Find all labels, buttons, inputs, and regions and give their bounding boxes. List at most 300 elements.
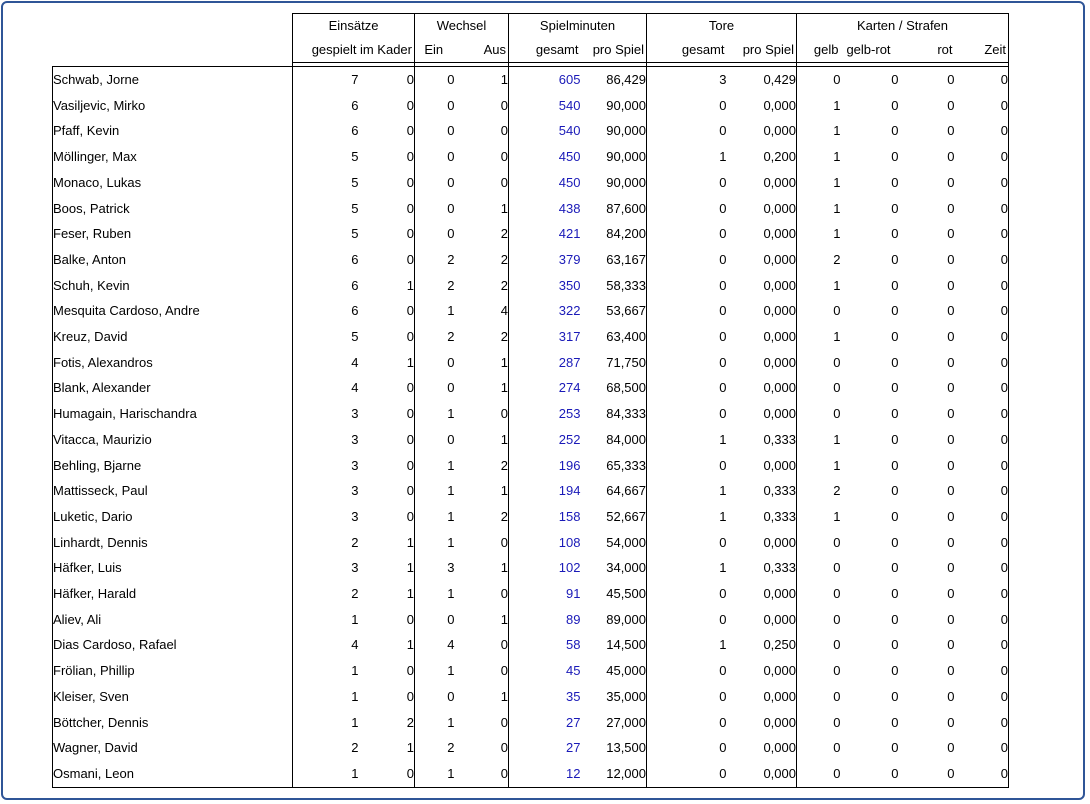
stat-cell: 0	[447, 149, 455, 165]
table-row	[53, 581, 1009, 607]
stat-cell: 0	[891, 354, 899, 370]
stat-cell: 0	[947, 303, 955, 319]
stat-cell: 0	[955, 530, 1009, 556]
stat-cell: 0	[447, 611, 455, 627]
stat-cell: 0,333	[727, 555, 797, 581]
stat-cell: 0	[891, 586, 899, 602]
stat-cell: 0	[359, 324, 415, 350]
stat-cell: 0	[833, 406, 841, 422]
stat-cell: 1	[833, 277, 841, 293]
stat-cell: 2	[359, 710, 415, 736]
stat-cell: 0	[719, 663, 727, 679]
stat-cell: 0	[891, 508, 899, 524]
stat-cell: 0	[447, 226, 455, 242]
stat-cell: 45	[566, 663, 581, 679]
stat-cell: 1	[833, 431, 841, 447]
stat-cell: 1	[833, 200, 841, 216]
table-row	[53, 401, 1009, 427]
stat-cell: 0	[359, 221, 415, 247]
stat-cell: 0	[891, 174, 899, 190]
stat-cell: 0,000	[727, 298, 797, 324]
stat-cell: 3	[351, 560, 359, 576]
stat-cell: 1	[719, 560, 727, 576]
stat-cell: 274	[558, 380, 581, 396]
stat-cell: 1	[833, 97, 841, 113]
stat-cell: 1	[351, 611, 359, 627]
player-name: Luketic, Dario	[53, 504, 293, 530]
stat-cell: 2	[351, 534, 359, 550]
stat-cell: 450	[558, 174, 581, 190]
stat-cell: 0	[891, 303, 899, 319]
stat-cell: 5	[351, 329, 359, 345]
stat-cell: 0	[447, 354, 455, 370]
stat-cell: 1	[447, 303, 455, 319]
stat-cell: 91	[566, 586, 581, 602]
stat-cell: 1	[415, 761, 455, 787]
stat-cell: 0	[947, 354, 955, 370]
stat-cell: 0	[947, 483, 955, 499]
stat-cell: 27	[566, 740, 581, 756]
player-name: Dias Cardoso, Rafael	[53, 632, 293, 658]
player-name: Balke, Anton	[53, 247, 293, 273]
stat-cell: 0	[719, 586, 727, 602]
stat-cell: 0	[359, 761, 415, 787]
stat-cell: 0	[891, 406, 899, 422]
column-header: Zeit	[955, 38, 1009, 63]
stat-cell: 2	[833, 483, 841, 499]
stat-cell: 6	[351, 251, 359, 267]
stat-cell: 0	[955, 504, 1009, 530]
stat-cell: 6	[351, 303, 359, 319]
stat-cell: 0	[719, 714, 727, 730]
stat-cell: 0	[955, 247, 1009, 273]
stat-cell: 1	[833, 508, 841, 524]
stat-cell: 89	[566, 611, 581, 627]
stat-cell: 0	[955, 350, 1009, 376]
player-name: Schwab, Jorne	[53, 67, 293, 93]
stat-cell: 0	[719, 688, 727, 704]
stat-cell: 0	[455, 632, 509, 658]
stat-cell: 0	[447, 431, 455, 447]
stat-cell: 52,667	[581, 504, 647, 530]
stat-cell: 0	[841, 761, 899, 787]
stat-cell: 1	[455, 67, 509, 93]
column-header: pro Spiel	[581, 38, 647, 63]
stat-cell: 1	[833, 226, 841, 242]
stat-cell: 1	[455, 607, 509, 633]
stat-cell: 0	[455, 658, 509, 684]
player-name: Humagain, Harischandra	[53, 401, 293, 427]
stat-cell: 0	[833, 380, 841, 396]
group-header-karten: Karten / Strafen	[797, 14, 1009, 39]
stat-cell: 1	[719, 637, 727, 653]
stat-cell: 0,000	[727, 221, 797, 247]
stat-cell: 1	[833, 123, 841, 139]
table-row	[53, 453, 1009, 479]
stat-cell: 2	[455, 273, 509, 299]
group-header-spielminuten: Spielminuten	[509, 14, 647, 39]
stat-cell: 0	[947, 663, 955, 679]
stat-cell: 1	[351, 714, 359, 730]
stat-cell: 0	[455, 93, 509, 119]
stat-cell: 0	[955, 170, 1009, 196]
stat-cell: 0	[947, 380, 955, 396]
stat-cell: 0	[841, 67, 899, 93]
stat-cell: 194	[558, 483, 581, 499]
stat-cell: 0	[833, 354, 841, 370]
stat-cell: 1	[447, 586, 455, 602]
stat-cell: 0,000	[727, 324, 797, 350]
stat-cell: 0	[947, 200, 955, 216]
stat-cell: 0	[359, 118, 415, 144]
player-name: Osmani, Leon	[53, 761, 293, 787]
stat-cell: 0	[947, 406, 955, 422]
stat-cell: 5	[351, 226, 359, 242]
table-row	[53, 221, 1009, 247]
stat-cell: 0	[947, 508, 955, 524]
stat-cell: 0	[955, 632, 1009, 658]
stat-cell: 0	[947, 226, 955, 242]
table-row	[53, 144, 1009, 170]
stat-cell: 0	[719, 354, 727, 370]
stat-cell: 0	[833, 740, 841, 756]
stat-cell: 0	[359, 298, 415, 324]
table-row	[53, 684, 1009, 710]
player-name: Häfker, Luis	[53, 555, 293, 581]
stat-cell: 0,200	[727, 144, 797, 170]
stat-cell: 4	[447, 637, 455, 653]
stat-cell: 0	[947, 740, 955, 756]
stat-cell: 89,000	[581, 607, 647, 633]
stat-cell: 0	[955, 658, 1009, 684]
stat-cell: 0,000	[727, 350, 797, 376]
stat-cell: 0	[955, 273, 1009, 299]
stat-cell: 14,500	[581, 632, 647, 658]
table-row	[53, 658, 1009, 684]
stat-cell: 1	[833, 329, 841, 345]
stat-cell: 0	[833, 714, 841, 730]
stat-cell: 0	[455, 144, 509, 170]
stat-cell: 0	[955, 298, 1009, 324]
stat-cell: 1	[447, 457, 455, 473]
stat-cell: 108	[558, 534, 581, 550]
stat-cell: 2	[833, 251, 841, 267]
stat-cell: 0	[719, 174, 727, 190]
stat-cell: 450	[558, 149, 581, 165]
stat-cell: 0	[891, 483, 899, 499]
stat-cell: 2	[447, 329, 455, 345]
stat-cell: 0	[359, 67, 415, 93]
stat-cell: 0,000	[727, 170, 797, 196]
stat-cell: 1	[833, 457, 841, 473]
stat-cell: 0,000	[727, 530, 797, 556]
stat-cell: 27	[566, 714, 581, 730]
stat-cell: 5	[351, 200, 359, 216]
table-row	[53, 530, 1009, 556]
stat-cell: 0,000	[727, 196, 797, 222]
stat-cell: 5	[351, 149, 359, 165]
stat-cell: 3	[351, 431, 359, 447]
stat-cell: 12,000	[581, 761, 647, 787]
stat-cell: 0	[891, 637, 899, 653]
table-row	[53, 607, 1009, 633]
column-header: Ein	[415, 38, 455, 63]
stat-cell: 0	[359, 247, 415, 273]
stat-cell: 0	[455, 761, 509, 787]
player-name: Boos, Patrick	[53, 196, 293, 222]
stat-cell: 0	[891, 277, 899, 293]
stat-cell: 0,000	[727, 684, 797, 710]
stat-cell: 0	[415, 67, 455, 93]
stat-cell: 34,000	[581, 555, 647, 581]
stat-cell: 12	[509, 761, 581, 787]
stat-cell: 0,000	[727, 761, 797, 787]
stat-cell: 0	[833, 663, 841, 679]
stat-cell: 1	[447, 483, 455, 499]
stat-cell: 0,000	[727, 118, 797, 144]
stat-cell: 84,333	[581, 401, 647, 427]
stat-cell: 0	[955, 607, 1009, 633]
group-header-tore: Tore	[647, 14, 797, 39]
stat-cell: 0	[359, 504, 415, 530]
stat-cell: 58,333	[581, 273, 647, 299]
stat-cell: 0	[359, 427, 415, 453]
header-blank	[53, 38, 293, 63]
stat-cell: 0	[955, 324, 1009, 350]
stat-cell: 0	[891, 123, 899, 139]
table-row	[53, 298, 1009, 324]
player-name: Vasiljevic, Mirko	[53, 93, 293, 119]
stat-cell: 0	[947, 611, 955, 627]
stat-cell: 0,000	[727, 247, 797, 273]
stat-cell: 0	[359, 144, 415, 170]
stat-cell: 0	[947, 688, 955, 704]
table-row	[53, 735, 1009, 761]
stat-cell: 0,000	[727, 453, 797, 479]
stat-cell: 0	[947, 149, 955, 165]
stat-cell: 0	[947, 251, 955, 267]
stat-cell: 4	[351, 380, 359, 396]
stat-cell: 0	[955, 118, 1009, 144]
stat-cell: 1	[455, 427, 509, 453]
stat-cell: 0	[955, 581, 1009, 607]
stat-cell: 0	[455, 118, 509, 144]
player-name: Monaco, Lukas	[53, 170, 293, 196]
table-row	[53, 504, 1009, 530]
stat-cell: 0	[833, 637, 841, 653]
stat-cell: 0	[447, 380, 455, 396]
stat-cell: 53,667	[581, 298, 647, 324]
stat-cell: 7	[293, 67, 359, 93]
stat-cell: 0	[797, 761, 841, 787]
player-stats-table	[52, 13, 1009, 788]
stat-cell: 0	[955, 453, 1009, 479]
stat-cell: 2	[455, 324, 509, 350]
stat-cell: 0	[359, 196, 415, 222]
stat-cell: 0	[719, 97, 727, 113]
table-row	[53, 247, 1009, 273]
stat-cell: 90,000	[581, 93, 647, 119]
stat-cell: 4	[351, 354, 359, 370]
stat-cell: 1	[719, 508, 727, 524]
stat-cell: 0	[719, 329, 727, 345]
stat-cell: 1	[351, 688, 359, 704]
stat-cell: 0	[359, 607, 415, 633]
stat-cell: 317	[558, 329, 581, 345]
stat-cell: 0	[359, 453, 415, 479]
stat-cell: 540	[558, 97, 581, 113]
stat-cell: 0	[891, 534, 899, 550]
stat-cell: 252	[558, 431, 581, 447]
stat-cell: 1	[447, 508, 455, 524]
player-name: Schuh, Kevin	[53, 273, 293, 299]
stat-cell: 3	[351, 406, 359, 422]
stat-cell: 1	[455, 375, 509, 401]
stat-cell: 1	[455, 196, 509, 222]
stat-cell: 6	[351, 97, 359, 113]
stat-cell: 0	[455, 735, 509, 761]
stat-cell: 64,667	[581, 478, 647, 504]
stat-cell: 0	[891, 226, 899, 242]
table-row	[53, 478, 1009, 504]
stat-cell: 0	[891, 200, 899, 216]
stat-cell: 0	[833, 688, 841, 704]
stat-cell: 84,000	[581, 427, 647, 453]
stat-cell: 1	[447, 663, 455, 679]
stat-cell: 0	[947, 431, 955, 447]
stat-cell: 1	[719, 483, 727, 499]
stat-cell: 0,000	[727, 375, 797, 401]
stat-cell: 0	[891, 688, 899, 704]
stat-cell: 0	[899, 67, 955, 93]
stat-cell: 65,333	[581, 453, 647, 479]
stat-cell: 35	[566, 688, 581, 704]
stat-cell: 0	[455, 581, 509, 607]
stat-cell: 0	[955, 221, 1009, 247]
stat-cell: 1	[351, 663, 359, 679]
stat-cell: 540	[558, 123, 581, 139]
stat-cell: 1	[455, 478, 509, 504]
stat-cell: 0	[359, 684, 415, 710]
player-name: Häfker, Harald	[53, 581, 293, 607]
player-name: Feser, Ruben	[53, 221, 293, 247]
stat-cell: 0	[947, 714, 955, 730]
stat-cell: 0	[719, 534, 727, 550]
stat-cell: 63,167	[581, 247, 647, 273]
player-name: Linhardt, Dennis	[53, 530, 293, 556]
stat-cell: 0	[891, 380, 899, 396]
stat-cell: 1	[447, 406, 455, 422]
column-header: im Kader	[359, 38, 415, 63]
stat-cell: 1	[719, 431, 727, 447]
stat-cell: 1	[447, 714, 455, 730]
stat-cell: 0,000	[727, 581, 797, 607]
stat-cell: 84,200	[581, 221, 647, 247]
stat-cell: 0	[447, 174, 455, 190]
stat-cell: 0	[647, 761, 727, 787]
stat-cell: 0	[891, 611, 899, 627]
stat-cell: 0	[797, 67, 841, 93]
stat-cell: 1	[455, 350, 509, 376]
stat-cell: 379	[558, 251, 581, 267]
stat-cell: 6	[351, 123, 359, 139]
stat-cell: 158	[558, 508, 581, 524]
stat-cell: 0	[719, 226, 727, 242]
stat-cell: 0	[719, 740, 727, 756]
stat-cell: 90,000	[581, 144, 647, 170]
stat-cell: 0	[833, 534, 841, 550]
stat-cell: 1	[447, 534, 455, 550]
player-name: Böttcher, Dennis	[53, 710, 293, 736]
stat-cell: 0	[947, 97, 955, 113]
stat-cell: 0,333	[727, 427, 797, 453]
stat-cell: 0	[891, 431, 899, 447]
stat-cell: 0,250	[727, 632, 797, 658]
stat-cell: 0	[447, 97, 455, 113]
table-row	[53, 427, 1009, 453]
stat-cell: 2	[455, 504, 509, 530]
stat-cell: 2	[351, 586, 359, 602]
player-name: Behling, Bjarne	[53, 453, 293, 479]
table-row	[53, 761, 1009, 787]
column-header: gesamt	[509, 38, 581, 63]
stat-cell: 0	[955, 710, 1009, 736]
stat-cell: 1	[833, 174, 841, 190]
stat-cell: 0	[955, 93, 1009, 119]
stat-cell: 0	[955, 761, 1009, 787]
stat-cell: 0,000	[727, 658, 797, 684]
player-name: Möllinger, Max	[53, 144, 293, 170]
player-name: Mattisseck, Paul	[53, 478, 293, 504]
stat-cell: 0	[955, 684, 1009, 710]
player-name: Fotis, Alexandros	[53, 350, 293, 376]
stat-cell: 90,000	[581, 118, 647, 144]
stat-cell: 0	[455, 530, 509, 556]
stat-cell: 63,400	[581, 324, 647, 350]
stat-cell: 0,000	[727, 273, 797, 299]
stat-cell: 3	[351, 508, 359, 524]
stat-cell: 0	[833, 560, 841, 576]
stat-cell: 2	[447, 251, 455, 267]
table-row	[53, 375, 1009, 401]
stat-cell: 0	[719, 457, 727, 473]
group-header-wechsel: Wechsel	[415, 14, 509, 39]
stat-cell: 438	[558, 200, 581, 216]
stat-cell: 90,000	[581, 170, 647, 196]
stat-cell: 1	[359, 632, 415, 658]
stat-cell: 0	[359, 170, 415, 196]
stat-cell: 4	[455, 298, 509, 324]
stat-cell: 0,429	[727, 67, 797, 93]
stat-cell: 0	[719, 200, 727, 216]
stat-cell: 0	[955, 427, 1009, 453]
stat-cell: 0	[359, 478, 415, 504]
stat-cell: 0,333	[727, 478, 797, 504]
stat-cell: 0	[891, 97, 899, 113]
column-header: gespielt	[293, 38, 359, 63]
stat-cell: 0,000	[727, 607, 797, 633]
stat-cell: 0	[455, 710, 509, 736]
stat-cell: 2	[447, 277, 455, 293]
column-header: gelb	[797, 38, 841, 63]
stat-cell: 1	[359, 581, 415, 607]
stat-cell: 1	[455, 555, 509, 581]
stat-cell: 287	[558, 354, 581, 370]
stat-cell: 0	[947, 637, 955, 653]
stat-cell: 54,000	[581, 530, 647, 556]
stat-cell: 0	[955, 196, 1009, 222]
group-header-einsaetze: Einsätze	[293, 14, 415, 39]
